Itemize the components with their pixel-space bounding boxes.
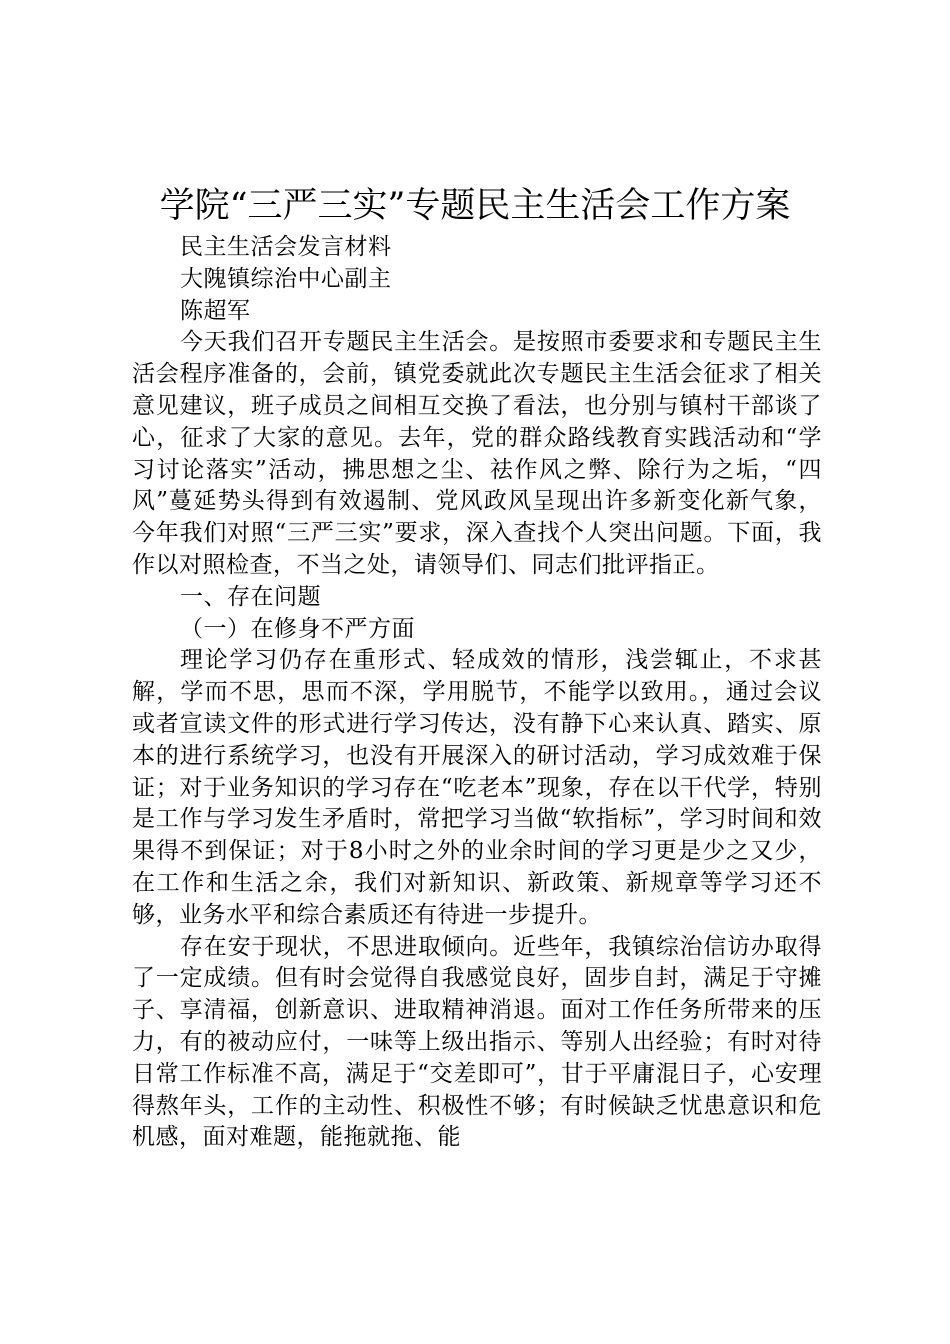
paragraph-complacency: 存在安于现状，不思进取倾向。近些年，我镇综治信访办取得了一定成绩。但有时会觉得自我感觉良好，固步自封，满足于守摊子、享清福，创新意识、进取精神消退。面对工作任务所带来的压力，有的被动应付，一味等上级出指示、等别人出经验；有时对待日常工作标准不高，满足于“交差即可”，甘于平庸混日子，心安理得熬年头，工作的主动性、积极性不够；有时候缺乏忧患意识和危机感，面对难题，能拖就拖、能 bbox=[132, 933, 822, 1151]
meta-line-topic: 民主生活会发言材料 bbox=[180, 234, 392, 260]
meta-line-author: 陈超军 bbox=[180, 297, 251, 324]
section-heading: 一、存在问题 bbox=[180, 583, 321, 610]
meta-line-position: 大隗镇综治中心副主 bbox=[180, 265, 392, 292]
document-title: 学院“三严三实”专题民主生活会工作方案 bbox=[159, 186, 791, 226]
subsection-heading: （一）在修身不严方面 bbox=[180, 615, 415, 642]
paragraph-intro: 今天我们召开专题民主生活会。是按照市委要求和专题民主生活会程序准备的，会前，镇党委就此次专题民主生活会征求了相关意见建议，班子成员之间相互交换了看法，也分别与镇村干部谈了心，征求了大家的意见。去年，党的群众路线教育实践活动和“学习讨论落实”活动，拂思想之尘、祛作风之弊、除行为之垢，“四风”蔓延势头得到有效遏制、党风政风呈现出许多新变化新气象，今年我们对照“三严三实”要求，深入查找个人突出问题。下面，我作以对照检查，不当之处，请领导们、同志们批评指正。 bbox=[132, 329, 822, 578]
document-body bbox=[132, 232, 822, 1154]
paragraph-study: 理论学习仍存在重形式、轻成效的情形，浅尝辄止，不求甚解，学而不思，思而不深，学用脱节，不能学以致用。，通过会议或者宣读文件的形式进行学习传达，没有静下心来认真、踏实、原本的进行系统学习，也没有开展深入的研讨活动，学习成效难于保证；对于业务知识的学习存在“吃老本”现象，存在以干代学，特别是工作与学习发生矛盾时，常把学习当做“软指标”，学习时间和效果得不到保证；对于8小时之外的业余时间的学习更是少之又少，在工作和生活之余，我们对新知识、新政策、新规章等学习还不够，业务水平和综合素质还有待进一步提升。 bbox=[132, 647, 822, 928]
